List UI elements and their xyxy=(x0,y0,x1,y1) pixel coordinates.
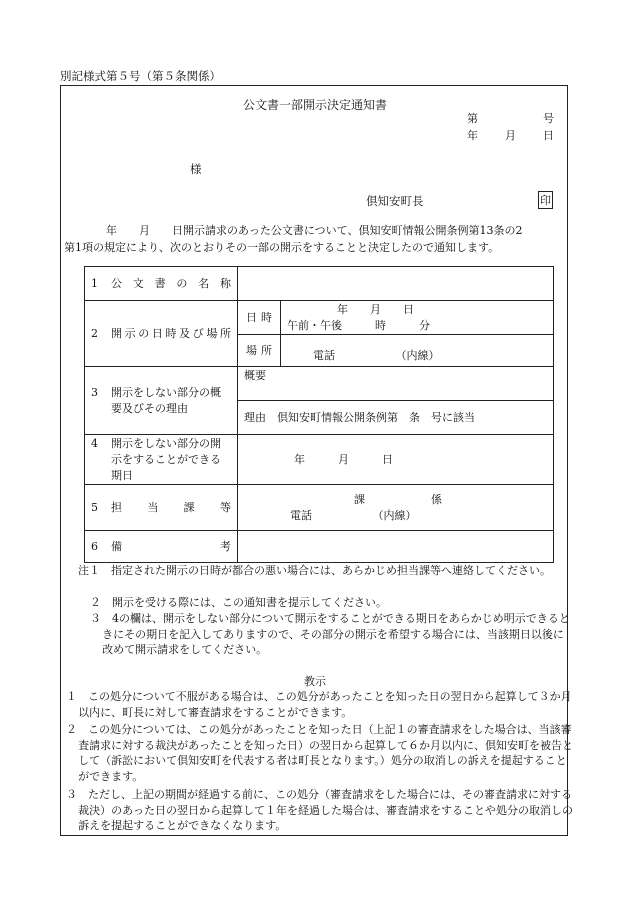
intro-line-1: 年 月 日開示請求のあった公文書について、倶知安町情報公開条例第13条の2 xyxy=(106,224,523,237)
section-template: 課 係 xyxy=(354,492,442,506)
place-phone-template: 電話 （内線） xyxy=(313,349,440,362)
date-day: 日 xyxy=(543,129,554,142)
section-phone-template: 電話 （内線） xyxy=(290,508,417,522)
sublabel-text: 日時 xyxy=(246,310,272,324)
label-cell xyxy=(85,301,238,367)
row-label: 担当課等 xyxy=(111,500,231,514)
row-document-name xyxy=(85,267,554,301)
row-disclosure-datetime xyxy=(85,301,554,335)
row-withheld-overview xyxy=(85,367,554,401)
datetime-sublabel xyxy=(238,301,281,335)
issuer-name: 倶知安町長 xyxy=(366,194,424,208)
instruction-heading: 教示 xyxy=(304,675,326,688)
note-2: ２ 開示を受ける際には、この通知書を提示してください。 xyxy=(90,596,387,609)
place-sublabel xyxy=(238,335,281,367)
time-template: 午前・午後 時 分 xyxy=(287,318,430,332)
row-label: 備考 xyxy=(111,539,231,553)
date-year: 年 xyxy=(467,129,478,142)
seal-mark: 印 xyxy=(538,191,553,209)
datetime-cell[interactable] xyxy=(281,301,554,335)
note-3: ３ 4の欄は、開示をしない部分について開示をすることができる期日をあらかじめ明示できるときにその期日を記入してありますので、その部分の開示を希望する場合には、当該期日以後に改めて開示請求をしてください。 xyxy=(90,612,570,656)
document-name-cell[interactable] xyxy=(238,267,554,301)
row-number: 3 xyxy=(91,385,98,399)
row-number: 4 xyxy=(91,436,98,450)
row-label: 開示をしない部分の開示をすることができる期日 xyxy=(111,436,221,482)
label-cell xyxy=(85,435,238,485)
form-reference: 別記様式第５号（第５条関係） xyxy=(60,69,221,83)
overview-cell[interactable] xyxy=(238,367,554,401)
date-template: 年 月 日 xyxy=(337,302,414,316)
instruction-2: ２ この処分については、この処分があったことを知った日（上記１の審査請求をした場合は、当該審査請求に対する裁決があったことを知った日）の翌日から起算して６か月以内に、倶知安町を被告として（訴訟において倶知安町を代表する者は町長となります。）処分の取消しの訴えを提起することができます。 xyxy=(66,723,573,783)
row-remarks xyxy=(85,531,554,563)
date-month: 月 xyxy=(505,129,516,142)
future-date-template: 年 月 日 xyxy=(294,452,393,466)
row-responsible-section xyxy=(85,485,554,531)
overview-label: 概要 xyxy=(244,369,266,382)
note-1: 注１ 指定された開示の日時が都合の悪い場合には、あらかじめ担当課等へ連絡してください。 xyxy=(78,564,551,577)
instruction-3: ３ ただし、上記の期間が経過する前に、この処分（審査請求をした場合には、その審査請求に対する裁決）のあった日の翌日から起算して１年を経過した場合は、審査請求をすることや処分の取消しの訴えを提起することができなくなります。 xyxy=(66,788,573,832)
section-cell[interactable] xyxy=(238,485,554,531)
label-cell xyxy=(85,485,238,531)
addressee-suffix: 様 xyxy=(190,162,202,176)
row-label: 開示をしない部分の概要及びその理由 xyxy=(111,385,221,415)
sublabel-text: 場所 xyxy=(246,343,272,357)
future-date-cell[interactable] xyxy=(238,435,554,485)
row-label: 開示の日時及び場所 xyxy=(111,326,231,340)
number-label: 第 xyxy=(467,112,478,125)
label-cell xyxy=(85,531,238,563)
reason-text: 理由 倶知安町情報公開条例第 条 号に該当 xyxy=(244,410,475,424)
row-label: 公文書の名称 xyxy=(111,276,231,290)
row-number: 2 xyxy=(91,326,98,340)
remarks-cell[interactable] xyxy=(238,531,554,563)
intro-line-2: 第1項の規定により、次のとおりその一部の開示をすることと決定したので通知します。 xyxy=(64,241,500,254)
row-number: 5 xyxy=(91,500,98,514)
row-future-disclosure-date xyxy=(85,435,554,485)
row-number: 6 xyxy=(91,539,98,553)
row-number: 1 xyxy=(91,276,98,290)
instruction-1: １ この処分について不服がある場合は、この処分があったことを知った日の翌日から起算して３か月以内に、町長に対して審査請求をすることができます。 xyxy=(66,690,572,719)
reason-cell[interactable] xyxy=(238,401,554,435)
decision-table xyxy=(84,266,554,563)
number-suffix: 号 xyxy=(543,112,554,125)
label-cell xyxy=(85,267,238,301)
document-title: 公文書一部開示決定通知書 xyxy=(242,98,387,112)
label-cell xyxy=(85,367,238,435)
place-cell[interactable] xyxy=(281,335,554,367)
